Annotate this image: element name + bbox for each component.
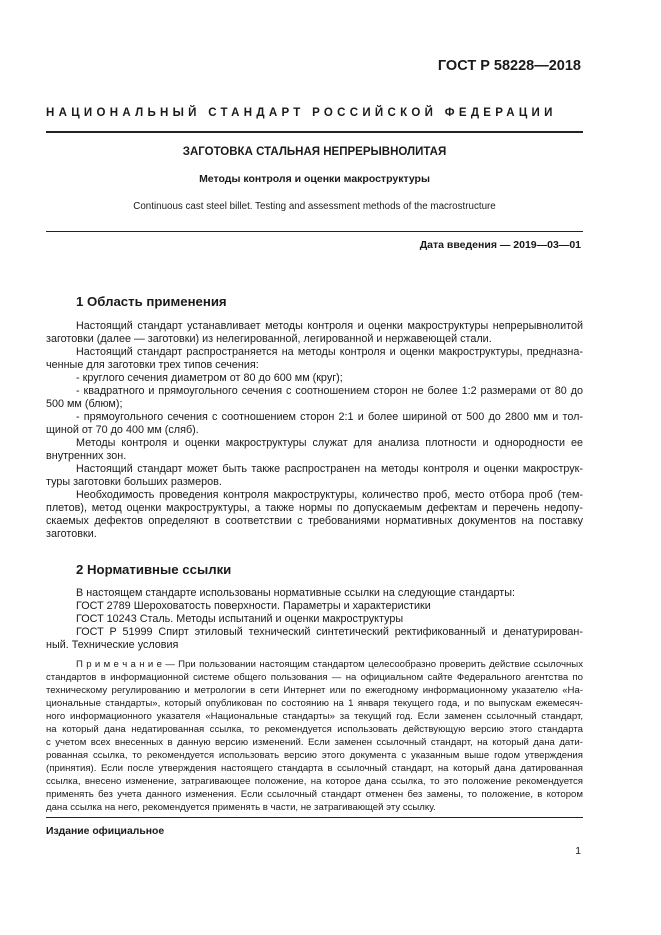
note-line: П р и м е ч а н и е — При пользовании настоящим стандартом целесообразно проверить действие ссылочных xyxy=(76,659,583,670)
reference-line: ный. Технические условия xyxy=(46,639,179,651)
note-line: применять без учета данного изменения. Если ссылочный стандарт отменен без замены, то положение, в котором xyxy=(46,789,583,800)
edition-label: Издание официальное xyxy=(46,826,165,837)
national-standard-banner: НАЦИОНАЛЬНЫЙ СТАНДАРТ РОССИЙСКОЙ ФЕДЕРАЦИИ xyxy=(46,107,557,119)
title-divider xyxy=(46,231,583,232)
text-line: ченные для заготовки трех типов сечения: xyxy=(46,359,259,371)
document-title-english: Continuous cast steel billet. Testing and assessment methods of the macrostructure xyxy=(133,201,496,212)
document-title: ЗАГОТОВКА СТАЛЬНАЯ НЕПРЕРЫВНОЛИТАЯ xyxy=(182,146,447,158)
section-2-heading: 2 Нормативные ссылки xyxy=(76,562,232,577)
note-line: техническому регулированию и метрологии в сети Интернет или по ежегодному информационному указателю «На- xyxy=(46,685,583,696)
text-line: туры заготовки больших размеров. xyxy=(46,476,222,488)
text-line: - прямоугольного сечения с соотношением сторон 2:1 и более шириной от 500 до 2800 мм и тол- xyxy=(76,411,583,423)
text-line: заготовки. xyxy=(46,528,97,540)
text-line: скаемых дефектов определяют в соответствии с требованиями нормативных документов на поставку xyxy=(46,515,583,527)
text-line: Методы контроля и оценки макроструктуры служат для анализа плотности и однородности ее xyxy=(76,437,583,449)
note-line: (принятия). Если после утверждения настоящего стандарта в ссылочный стандарт, на который дана датированная xyxy=(46,763,583,774)
note-line: на который дана недатированная ссылка, то рекомендуется использовать действующую версию этого стандарта xyxy=(46,724,583,735)
reference-line: ГОСТ 10243 Сталь. Методы испытаний и оценки макроструктуры xyxy=(76,613,404,625)
text-line: В настоящем стандарте использованы нормативные ссылки на следующие стандарты: xyxy=(76,587,515,599)
text-line: Настоящий стандарт распространяется на методы контроля и оценки макроструктуры, предназна- xyxy=(76,346,583,358)
note-line: циональные стандарты», который опубликован по состоянию на 1 января текущего года, и по выпускам ежемесяч- xyxy=(46,698,583,709)
text-line: Настоящий стандарт устанавливает методы контроля и оценки макроструктуры непрерывнолитой xyxy=(76,320,583,332)
text-line: щиной от 70 до 400 мм (сляб). xyxy=(46,424,199,436)
reference-line: ГОСТ 2789 Шероховатость поверхности. Параметры и характеристики xyxy=(76,600,431,612)
text-line: плетов), метод оценки макроструктуры, а также нормы по допускаемым дефектам и перечень недопу- xyxy=(46,502,583,514)
text-line: заготовки (далее — заготовки) из нелегированной, легированной и нержавеющей стали. xyxy=(46,333,492,345)
note-line: ного информационного указателя «Национальные стандарты» за текущий год. Если заменен ссылочный стандарт, xyxy=(46,711,583,722)
note-line: рованная ссылка, то рекомендуется использовать версию этого документа с указанным выше годом утверждения xyxy=(46,750,583,761)
note-line: с учетом всех внесенных в данную версию изменений. Если заменен ссылочный стандарт, на который дана дати- xyxy=(46,737,583,748)
text-line: внутренних зон. xyxy=(46,450,127,462)
footer-divider xyxy=(46,817,583,818)
top-divider xyxy=(46,131,583,133)
text-line: - круглого сечения диаметром от 80 до 600 мм (круг); xyxy=(76,372,343,384)
text-line: Необходимость проведения контроля макроструктуры, количество проб, место отбора проб (тем- xyxy=(76,489,583,501)
note-line: дана ссылка на него, рекомендуется применять в части, не затрагивающей эту ссылку. xyxy=(46,802,436,813)
document-subtitle: Методы контроля и оценки макроструктуры xyxy=(199,173,430,185)
document-number: ГОСТ Р 58228—2018 xyxy=(437,58,581,74)
note-line: стандартов в информационной системе общего пользования — на официальном сайте Федерального агентства по xyxy=(46,672,583,683)
text-line: 500 мм (блюм); xyxy=(46,398,123,410)
reference-line: ГОСТ Р 51999 Спирт этиловый технический синтетический ректификованный и денатурирован- xyxy=(76,626,583,638)
page-number: 1 xyxy=(575,846,581,857)
introduction-date: Дата введения — 2019—03—01 xyxy=(419,239,581,251)
note-line: ссылка, внесено изменение, затрагивающее положение, на которое дана ссылка, то это положение рекомендуется xyxy=(46,776,583,787)
section-1-heading: 1 Область применения xyxy=(76,294,227,309)
text-line: - квадратного и прямоугольного сечения с соотношением сторон не более 1:2 размерами от 80 до xyxy=(76,385,583,397)
text-line: Настоящий стандарт может быть также распространен на методы контроля и оценки макрострук- xyxy=(76,463,583,475)
